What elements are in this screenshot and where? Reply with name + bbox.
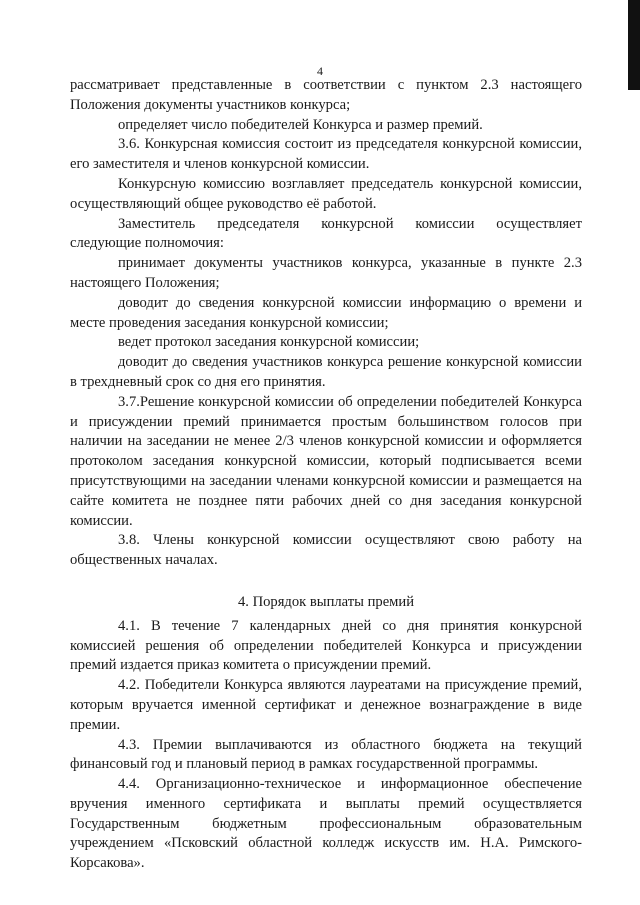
- paragraph: Конкурсную комиссию возглавляет председатель конкурсной комиссии, осуществляющий общее руководство её работой.: [70, 175, 582, 212]
- paragraph: определяет число победителей Конкурса и размер премий.: [118, 116, 483, 133]
- section-heading: 4. Порядок выплаты премий: [237, 593, 415, 610]
- paragraph: 3.6. Конкурсная комиссия состоит из председателя конкурсной комиссии, его заместителя и членов конкурсной комиссии.: [70, 136, 582, 173]
- paragraph: Заместитель председателя конкурсной комиссии осуществляет следующие полномочия:: [70, 215, 582, 252]
- paragraph: доводит до сведения участников конкурса решение конкурсной комиссии в трехдневный срок со дня его принятия.: [70, 354, 582, 390]
- paragraph: 4.3. Премии выплачиваются из областного бюджета на текущий финансовый год и плановый период в рамках государственной программы.: [70, 736, 582, 773]
- paragraph: ведет протокол заседания конкурсной комиссии;: [118, 334, 420, 351]
- paragraph: 3.7.Решение конкурсной комиссии об определении победителей Конкурса и присуждении премий принимается простым большинством голосов при наличии на заседании не менее 2/3 членов конкурсной комиссии и оформляется протоколом заседания конкурсной комиссии, который подписывается всеми присутствующими на заседании членами конкурсной комиссии и размещается на сайте комитета не позднее пяти рабочих дней со дня заседания конкурсной комиссии.: [70, 393, 582, 529]
- paragraph: доводит до сведения конкурсной комиссии информацию о времени и месте проведения заседания конкурсной комиссии;: [70, 294, 582, 331]
- paragraph: 3.8. Члены конкурсной комиссии осуществляют свою работу на общественных началах.: [70, 532, 582, 569]
- paragraph: 4.4. Организационно-техническое и информационное обеспечение вручения именного сертификата и выплаты премий осуществляется Государственным бюджетным профессиональным образовательным учреждением «Псковский областной колледж искусств им. Н.А. Римского-Корсакова».: [70, 776, 582, 872]
- paragraph: рассматривает представленные в соответствии с пунктом 2.3 настоящего Положения документы участников конкурса;: [70, 77, 582, 113]
- document-body: [70, 76, 582, 874]
- page-number: 4: [317, 64, 323, 78]
- paragraph: 4.2. Победители Конкурса являются лауреатами на присуждение премий, которым вручается именной сертификат и денежное вознаграждение в виде премии.: [70, 677, 582, 733]
- paragraph: принимает документы участников конкурса, указанные в пункте 2.3 настоящего Положения;: [70, 255, 582, 291]
- paragraph: 4.1. В течение 7 календарных дней со дня принятия конкурсной комиссией решения об определении победителей Конкурса и присуждении премий издается приказ комитета о присуждении премий.: [70, 617, 582, 674]
